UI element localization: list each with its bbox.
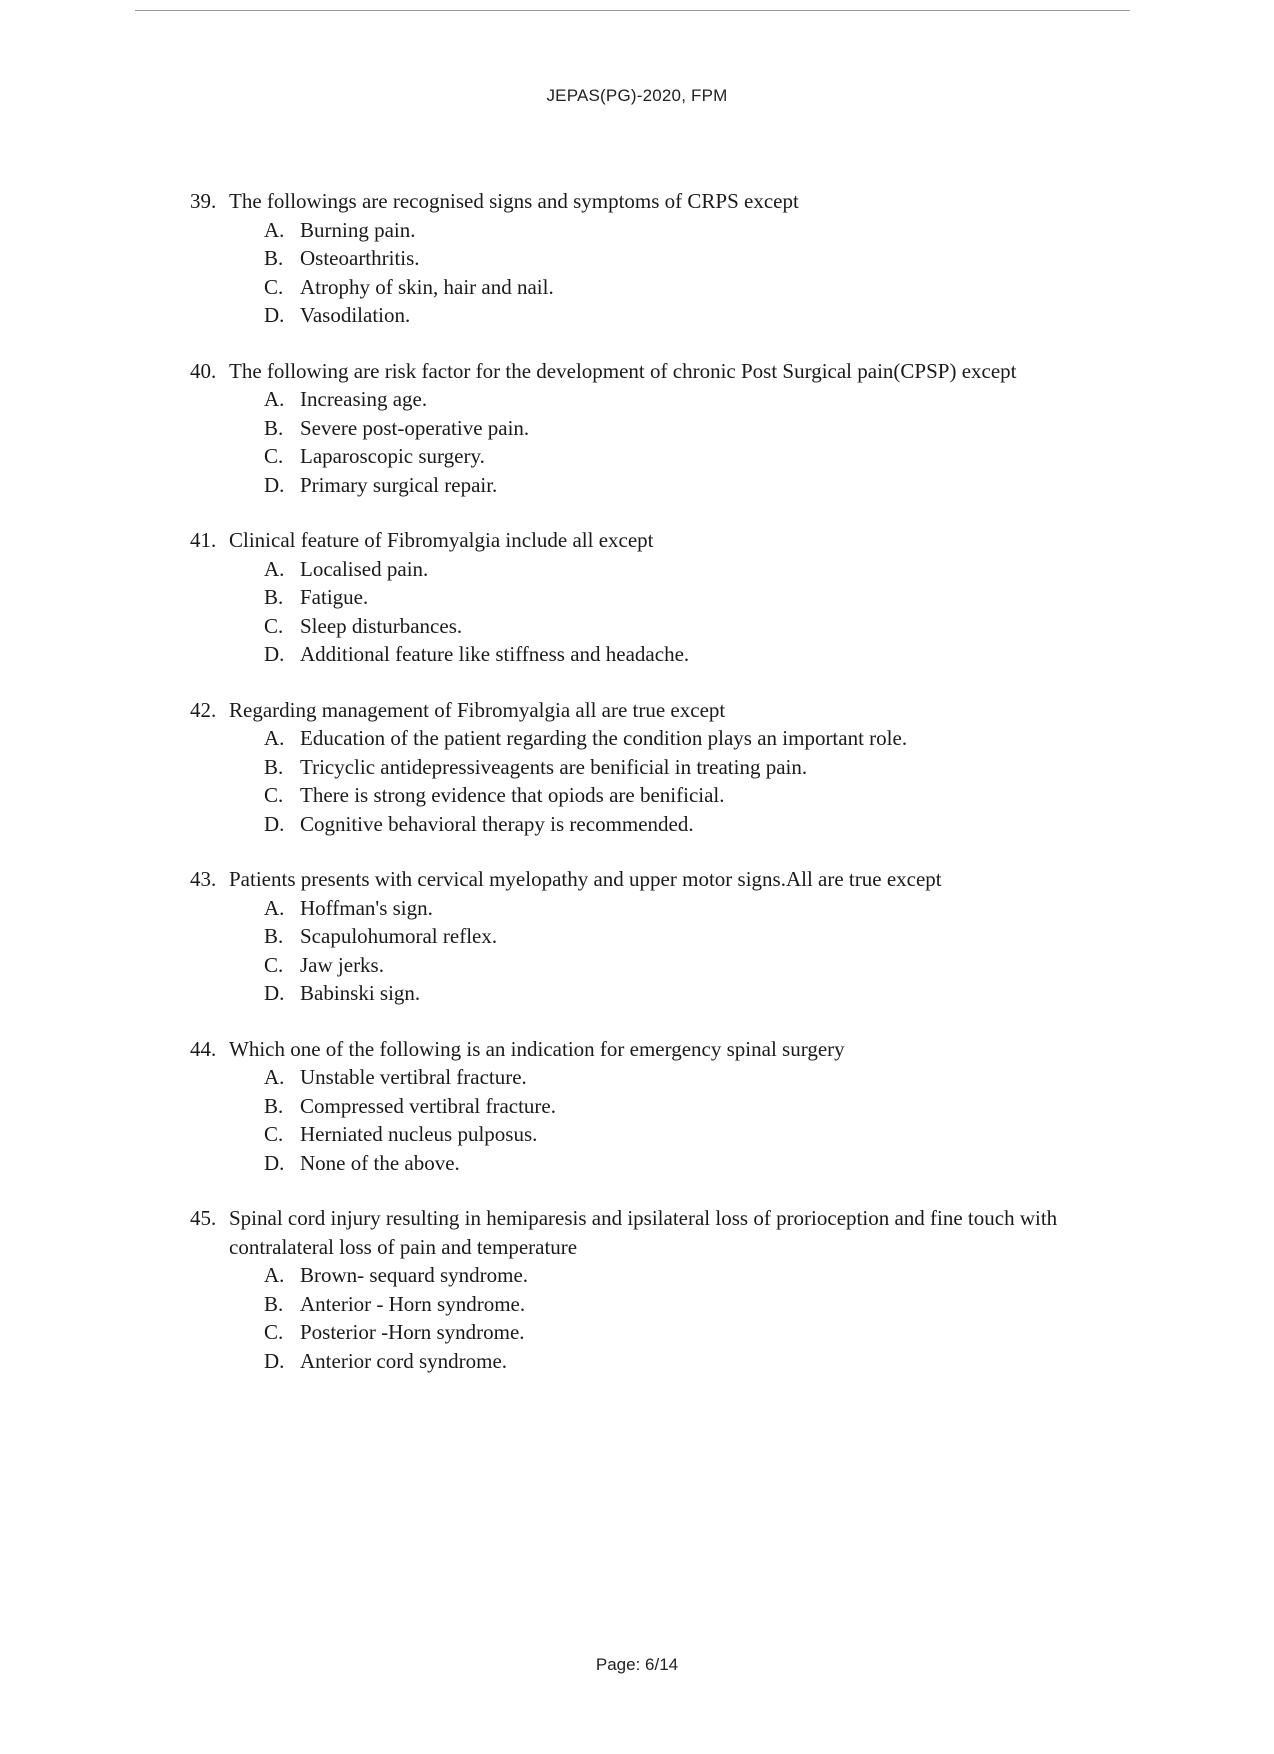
- option-text: Compressed vertibral fracture.: [300, 1093, 556, 1118]
- option-list: [264, 555, 1090, 669]
- option-text: Brown- sequard syndrome.: [300, 1263, 529, 1287]
- option-b: [264, 1290, 1090, 1319]
- option-list: [264, 1261, 1090, 1375]
- option-a: [264, 216, 1090, 245]
- question-39: [190, 187, 1090, 330]
- question-stem: [190, 526, 1090, 555]
- option-a: [264, 385, 1090, 414]
- option-text: Primary surgical repair.: [300, 472, 498, 497]
- option-letter: A.: [264, 556, 285, 581]
- option-letter: A.: [264, 726, 285, 750]
- option-text: Cognitive behavioral therapy is recommended.: [300, 811, 694, 836]
- question-45: [190, 1204, 1090, 1375]
- question-40: [190, 357, 1090, 500]
- option-letter: C.: [264, 1122, 284, 1146]
- question-stem: [190, 1035, 1090, 1064]
- option-d: [264, 1347, 1090, 1376]
- question-text: Spinal cord injury resulting in hemiparesis and ipsilateral loss of prorioception and fine touch with contralateral loss of pain and temperature: [229, 1206, 1058, 1259]
- option-text: Additional feature like stiffness and headache.: [300, 642, 690, 666]
- question-number: 43.: [190, 867, 217, 891]
- question-text: Regarding management of Fibromyalgia all are true except: [229, 697, 726, 722]
- option-letter: D.: [264, 1150, 285, 1175]
- page-header: JEPAS(PG)-2020, FPM: [546, 86, 728, 105]
- question-stem: [190, 187, 1090, 216]
- option-list: [264, 1063, 1090, 1177]
- question-stem: [190, 357, 1090, 386]
- option-text: Anterior cord syndrome.: [300, 1348, 508, 1373]
- option-d: [264, 640, 1090, 669]
- option-letter: D.: [264, 981, 285, 1005]
- option-list: [264, 724, 1090, 838]
- option-letter: C.: [264, 613, 284, 638]
- option-letter: C.: [264, 1320, 284, 1344]
- question-number: 42.: [190, 697, 217, 722]
- option-letter: D.: [264, 303, 285, 327]
- option-letter: B.: [264, 924, 284, 948]
- option-c: [264, 612, 1090, 641]
- question-number: 39.: [190, 189, 217, 213]
- option-letter: A.: [264, 895, 285, 920]
- option-list: [264, 216, 1090, 330]
- question-list: [190, 187, 1090, 1402]
- option-text: There is strong evidence that opiods are benificial.: [300, 783, 725, 807]
- option-c: [264, 1120, 1090, 1149]
- option-c: [264, 1318, 1090, 1347]
- option-text: Herniated nucleus pulposus.: [300, 1122, 538, 1146]
- option-letter: B.: [264, 415, 284, 440]
- option-a: [264, 724, 1090, 753]
- option-c: [264, 273, 1090, 302]
- option-letter: C.: [264, 783, 284, 807]
- option-text: Osteoarthritis.: [300, 246, 420, 270]
- question-text: The followings are recognised signs and symptoms of CRPS except: [229, 189, 799, 213]
- option-a: [264, 555, 1090, 584]
- option-text: Burning pain.: [300, 217, 416, 242]
- option-c: [264, 951, 1090, 980]
- question-43: [190, 865, 1090, 1008]
- option-letter: B.: [264, 246, 284, 270]
- option-text: Babinski sign.: [300, 981, 421, 1005]
- question-41: [190, 526, 1090, 669]
- option-list: [264, 894, 1090, 1008]
- question-text: Which one of the following is an indication for emergency spinal surgery: [229, 1036, 845, 1061]
- option-text: Vasodilation.: [300, 303, 411, 327]
- option-letter: D.: [264, 472, 285, 497]
- option-d: [264, 471, 1090, 500]
- option-letter: B.: [264, 1291, 284, 1316]
- option-text: Laparoscopic surgery.: [300, 444, 485, 468]
- top-rule: [135, 10, 1130, 11]
- option-letter: A.: [264, 1065, 285, 1089]
- option-letter: A.: [264, 1263, 285, 1287]
- question-42: [190, 696, 1090, 839]
- option-text: Fatigue.: [300, 585, 369, 609]
- option-list: [264, 385, 1090, 499]
- question-text: Clinical feature of Fibromyalgia include all except: [229, 528, 654, 552]
- option-letter: D.: [264, 1348, 285, 1373]
- option-b: [264, 414, 1090, 443]
- question-number: 44.: [190, 1036, 217, 1061]
- option-letter: A.: [264, 387, 285, 411]
- question-stem: [190, 865, 1090, 894]
- option-d: [264, 1149, 1090, 1178]
- question-number: 41.: [190, 528, 217, 552]
- option-letter: C.: [264, 274, 284, 299]
- option-text: Unstable vertibral fracture.: [300, 1065, 527, 1089]
- page-number: Page: 6/14: [595, 1655, 679, 1674]
- option-letter: B.: [264, 1093, 284, 1118]
- option-text: Posterior -Horn syndrome.: [300, 1320, 525, 1344]
- question-text: Patients presents with cervical myelopathy and upper motor signs.All are true except: [229, 867, 942, 891]
- question-number: 40.: [190, 358, 217, 383]
- option-b: [264, 1092, 1090, 1121]
- option-b: [264, 583, 1090, 612]
- option-d: [264, 979, 1090, 1008]
- option-text: Increasing age.: [300, 387, 428, 411]
- question-number: 45.: [190, 1206, 217, 1230]
- option-text: Atrophy of skin, hair and nail.: [300, 274, 554, 299]
- option-c: [264, 442, 1090, 471]
- option-b: [264, 244, 1090, 273]
- option-b: [264, 753, 1090, 782]
- question-text: The following are risk factor for the development of chronic Post Surgical pain(CPSP) except: [229, 358, 1017, 383]
- option-a: [264, 1063, 1090, 1092]
- option-text: Severe post-operative pain.: [300, 415, 530, 440]
- option-d: [264, 810, 1090, 839]
- option-text: Education of the patient regarding the condition plays an important role.: [300, 726, 908, 750]
- question-44: [190, 1035, 1090, 1178]
- option-b: [264, 922, 1090, 951]
- option-letter: C.: [264, 444, 284, 468]
- option-text: Localised pain.: [300, 556, 429, 581]
- option-letter: D.: [264, 642, 285, 666]
- option-text: Hoffman's sign.: [300, 895, 433, 920]
- option-letter: C.: [264, 952, 284, 977]
- question-stem: [190, 1204, 1090, 1261]
- option-letter: A.: [264, 217, 285, 242]
- option-text: Tricyclic antidepressiveagents are benificial in treating pain.: [300, 754, 808, 779]
- option-d: [264, 301, 1090, 330]
- question-stem: [190, 696, 1090, 725]
- option-text: Anterior - Horn syndrome.: [300, 1291, 526, 1316]
- option-text: Scapulohumoral reflex.: [300, 924, 498, 948]
- option-a: [264, 1261, 1090, 1290]
- option-c: [264, 781, 1090, 810]
- option-letter: B.: [264, 585, 284, 609]
- option-a: [264, 894, 1090, 923]
- option-letter: D.: [264, 811, 285, 836]
- option-text: Jaw jerks.: [300, 952, 384, 977]
- option-text: Sleep disturbances.: [300, 613, 463, 638]
- option-letter: B.: [264, 754, 284, 779]
- option-text: None of the above.: [300, 1150, 460, 1175]
